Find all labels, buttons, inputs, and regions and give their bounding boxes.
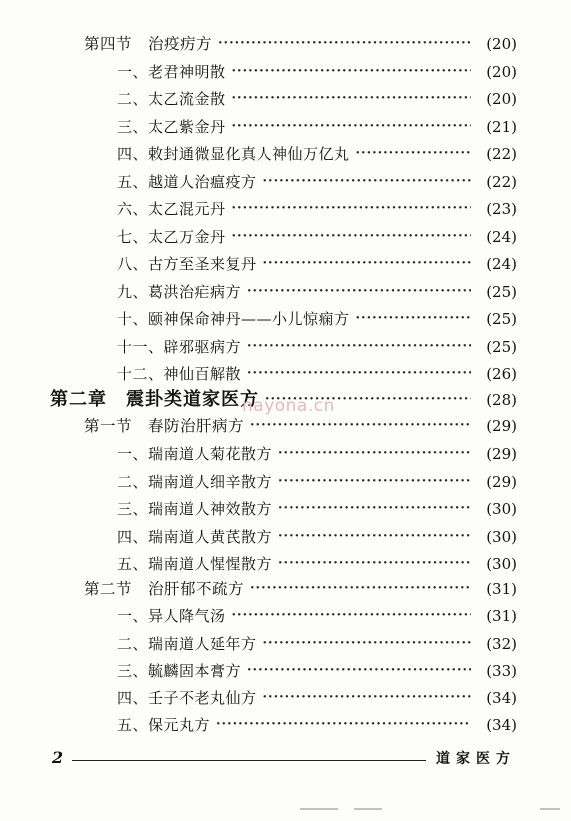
dot-leader — [278, 441, 471, 467]
toc-item-row — [117, 114, 517, 140]
toc-item-row — [117, 603, 517, 629]
toc-item-row — [117, 169, 517, 195]
toc-entry-title: 第一节 春防治肝病方 — [84, 417, 245, 435]
toc-entry-title: 一、异人降气汤 — [117, 607, 226, 625]
toc-item-row — [117, 361, 517, 387]
toc-entry-title: 二、太乙流金散 — [117, 90, 226, 108]
toc-entry-title: 一、老君神明散 — [117, 62, 226, 81]
toc-page-number: (31) — [486, 580, 517, 598]
toc-item-row — [117, 441, 517, 467]
toc-entry-title: 九、葛洪治疟病方 — [117, 282, 242, 301]
watermark: nayona.cn — [242, 396, 335, 416]
toc-item-row — [117, 469, 517, 495]
scan-artifact — [354, 808, 382, 810]
toc-entry-title: 四、瑞南道人黄芪散方 — [117, 527, 273, 546]
toc-entry-title: 二、瑞南道人细辛散方 — [117, 472, 273, 491]
toc-page-number: (33) — [486, 662, 517, 680]
dot-leader — [263, 685, 471, 711]
toc-entry-title: 第二章 震卦类道家医方 — [50, 389, 259, 410]
toc-entry-title: 七、太乙万金丹 — [117, 227, 226, 246]
toc-page-number: (31) — [486, 607, 517, 625]
toc-item-row — [117, 685, 517, 711]
dot-leader — [278, 469, 471, 495]
toc-page-number: (25) — [486, 282, 517, 301]
toc-page-number: (29) — [486, 417, 517, 435]
toc-item-row — [117, 658, 517, 684]
toc-page-number: (20) — [486, 90, 517, 108]
dot-leader — [232, 59, 471, 85]
toc-entry-title: 第二节 治肝郁不疏方 — [84, 580, 245, 598]
toc-page-number: (21) — [486, 117, 517, 136]
dot-leader — [356, 306, 471, 332]
toc-page-number: (20) — [486, 35, 517, 53]
dot-leader — [232, 603, 471, 629]
dot-leader — [263, 169, 471, 195]
scan-artifact — [540, 808, 560, 810]
dot-leader — [247, 334, 471, 360]
toc-item-row — [117, 59, 517, 85]
toc-item-row — [117, 196, 517, 222]
toc-item-row — [117, 551, 517, 577]
toc-item-row — [117, 224, 517, 250]
toc-page-number: (29) — [486, 472, 517, 491]
toc-page-number: (30) — [486, 555, 517, 573]
toc-section-row — [84, 31, 517, 57]
toc-page-number: (22) — [486, 145, 517, 163]
toc-section-row — [84, 576, 517, 602]
toc-entry-title: 十、颐神保命神丹——小儿惊痫方 — [117, 310, 350, 328]
scan-artifact — [300, 808, 338, 810]
toc-page-number: (30) — [486, 527, 517, 546]
dot-leader — [218, 31, 471, 57]
dot-leader — [232, 196, 471, 222]
dot-leader — [247, 361, 471, 387]
toc-item-row — [117, 86, 517, 112]
toc-entry-title: 二、瑞南道人延年方 — [117, 634, 257, 653]
toc-entry-title: 三、瑞南道人神效散方 — [117, 500, 273, 518]
dot-leader — [232, 86, 471, 112]
dot-leader — [263, 631, 471, 657]
toc-entry-title: 五、瑞南道人惺惺散方 — [117, 555, 273, 573]
dot-leader — [250, 576, 471, 602]
toc-item-row — [117, 279, 517, 305]
toc-page-number: (25) — [486, 310, 517, 328]
toc-page-number: (23) — [486, 200, 517, 218]
toc-entry-title: 八、古方至圣来复丹 — [117, 255, 257, 273]
toc-entry-title: 三、太乙紫金丹 — [117, 117, 226, 136]
toc-page-number: (26) — [486, 365, 517, 383]
toc-item-row — [117, 631, 517, 657]
dot-leader — [356, 141, 471, 167]
toc-page-number: (22) — [486, 172, 517, 191]
toc-item-row — [117, 251, 517, 277]
dot-leader — [247, 658, 471, 684]
dot-leader — [278, 496, 471, 522]
toc-entry-title: 五、保元丸方 — [117, 716, 211, 734]
dot-leader — [232, 114, 471, 140]
dot-leader — [250, 413, 471, 439]
dot-leader — [247, 279, 471, 305]
toc-entry-title: 六、太乙混元丹 — [117, 200, 226, 218]
toc-page-number: (30) — [486, 500, 517, 518]
toc-page-number: (32) — [486, 634, 517, 653]
toc-page-number: (24) — [486, 255, 517, 273]
toc-entry-title: 第四节 治疫疠方 — [84, 35, 213, 53]
toc-page-number: (34) — [486, 716, 517, 734]
footer-rule — [72, 760, 426, 761]
toc-page-number: (20) — [486, 62, 517, 81]
toc-item-row — [117, 524, 517, 550]
toc-page-number: (28) — [486, 391, 517, 409]
toc-item-row — [117, 306, 517, 332]
toc-item-row — [117, 334, 517, 360]
toc-entry-title: 十一、辟邪驱病方 — [117, 337, 242, 356]
toc-entry-title: 十二、神仙百解散 — [117, 365, 242, 383]
toc-page-number: (29) — [486, 445, 517, 463]
toc-entry-title: 三、毓麟固本膏方 — [117, 662, 242, 680]
dot-leader — [232, 224, 471, 250]
toc-entry-title: 五、越道人治瘟疫方 — [117, 172, 257, 191]
toc-entry-title: 一、瑞南道人菊花散方 — [117, 445, 273, 463]
toc-page-number: (34) — [486, 689, 517, 707]
toc-item-row — [117, 496, 517, 522]
toc-page-number: (25) — [486, 337, 517, 356]
dot-leader — [278, 524, 471, 550]
toc-page-number: (24) — [486, 227, 517, 246]
toc-item-row — [117, 141, 517, 167]
dot-leader — [216, 712, 471, 738]
toc-entry-title: 四、敕封通微显化真人神仙万亿丸 — [117, 145, 350, 163]
dot-leader — [278, 551, 471, 577]
toc-item-row — [117, 712, 517, 738]
toc-section-row — [84, 413, 517, 439]
toc-entry-title: 四、壬子不老丸仙方 — [117, 689, 257, 707]
dot-leader — [263, 251, 471, 277]
footer-page-number: 2 — [52, 748, 64, 767]
footer-book-title: 道家医方 — [436, 751, 516, 767]
